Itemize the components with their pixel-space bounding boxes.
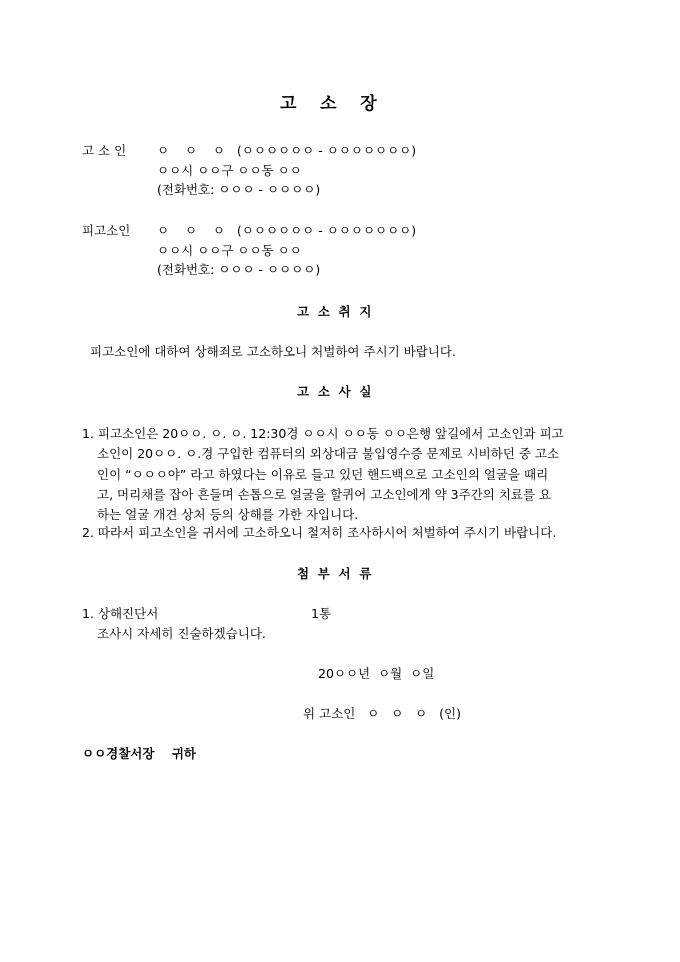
facts-item1-line: 인이 “ㅇㅇㅇ야” 라고 하였다는 이유로 들고 있던 핸드백으로 고소인의 얼굴을 때리	[97, 467, 549, 482]
signature-line: 위 고소인 ㅇ ㅇ ㅇ (인)	[303, 706, 462, 721]
complainant-phone: (전화번호: ㅇㅇㅇ - ㅇㅇㅇㅇ)	[157, 182, 321, 197]
document-date: 20ㅇㅇ년 ㅇ월 ㅇ일	[318, 666, 435, 681]
purpose-heading: 고 소 취 지	[297, 304, 372, 319]
facts-heading: 고 소 사 실	[297, 384, 372, 399]
accused-phone: (전화번호: ㅇㅇㅇ - ㅇㅇㅇㅇ)	[157, 262, 321, 277]
attachments-heading: 첨 부 서 류	[297, 566, 372, 581]
attachment-note: 조사시 자세히 진술하겠습니다.	[97, 626, 266, 641]
attachment-count: 1통	[311, 606, 332, 621]
accused-label: 피고소인	[82, 223, 131, 238]
complainant-label: 고 소 인	[82, 143, 127, 158]
attachment-item: 1. 상해진단서	[82, 606, 159, 621]
facts-item2: 2. 따라서 피고소인을 귀서에 고소하오니 철저히 조사하시어 처벌하여 주시기 바랍니다.	[82, 525, 557, 540]
accused-address: ㅇㅇ시 ㅇㅇ구 ㅇㅇ동 ㅇㅇ	[157, 243, 302, 258]
accused-name-id: ㅇ ㅇ ㅇ (ㅇㅇㅇㅇㅇㅇ - ㅇㅇㅇㅇㅇㅇㅇ)	[157, 223, 417, 238]
facts-item1-line: 소인이 20ㅇㅇ. ㅇ.경 구입한 컴퓨터의 외상대금 불입영수증 문제로 시비하던 중 고소	[97, 446, 560, 461]
document-title: 고 소 장	[280, 94, 377, 114]
complainant-name-id: ㅇ ㅇ ㅇ (ㅇㅇㅇㅇㅇㅇ - ㅇㅇㅇㅇㅇㅇㅇ)	[157, 143, 417, 158]
facts-item1-line: 하는 얼굴 개견 상처 등의 상해를 가한 자입니다.	[97, 507, 359, 522]
purpose-text: 피고소인에 대하여 상해죄로 고소하오니 처벌하여 주시기 바랍니다.	[90, 344, 456, 359]
facts-item1-line: 1. 피고소인은 20ㅇㅇ. ㅇ. ㅇ. 12:30경 ㅇㅇ시 ㅇㅇ동 ㅇㅇ은행 앞길에서 고소인과 피고	[82, 426, 564, 441]
recipient: ㅇㅇ경찰서장 귀하	[82, 746, 197, 761]
complainant-address: ㅇㅇ시 ㅇㅇ구 ㅇㅇ동 ㅇㅇ	[157, 163, 302, 178]
facts-item1-line: 고, 머리채를 잡아 흔들며 손톱으로 얼굴을 할퀴어 고소인에게 약 3주간의 치료를 요	[97, 487, 552, 502]
